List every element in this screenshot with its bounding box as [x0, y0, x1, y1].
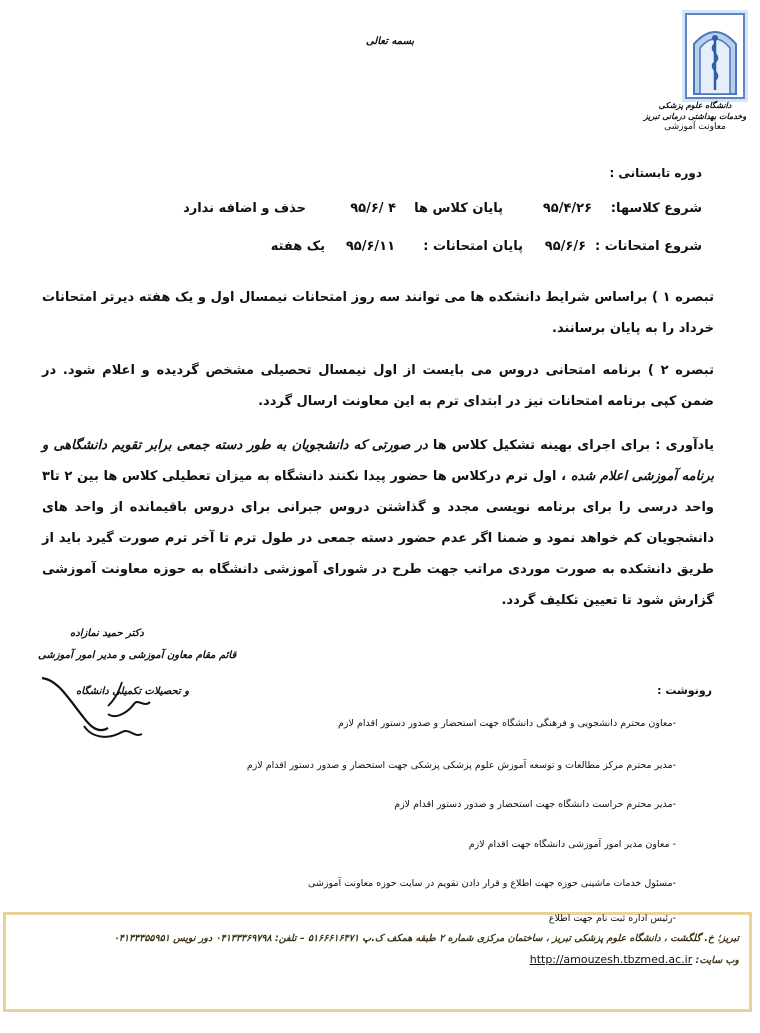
cc-item: -رئیس اداره ثبت نام جهت اطلاع — [548, 913, 676, 924]
break-duration: یک هفته — [270, 239, 325, 254]
footer-website-link[interactable]: http://amouzesh.tbzmed.ac.ir — [529, 953, 693, 966]
class-start-date: ۹۵/۴/۲۶ — [542, 201, 592, 216]
reminder-paragraph — [42, 430, 714, 616]
logo-line-1: دانشگاه علوم پزشکی — [658, 101, 732, 110]
university-logo — [682, 10, 748, 102]
footer-address: تبریز؛ خ. گلگشت ، دانشگاه علوم پزشکی تبریز ، ساختمان مرکزی شماره ۲ طبقه همکف ک.پ ۵۱۶۶۶۱۶۴۷۱ – تلفن: ۰۴۱۳۳۳۶۹۷۹۸ دور نویس ۰۴۱۳۳۳۵۵۹۵۱ — [113, 933, 739, 944]
exam-start-date: ۹۵/۶/۶ — [544, 239, 586, 254]
signatory-name: دکتر حمید نمازاده — [70, 628, 144, 639]
cc-item: -مدیر محترم حراست دانشگاه جهت استحضار و صدور دستور اقدام لازم — [394, 799, 676, 810]
logo-line-2: وخدمات بهداشتی درمانی تبریز — [643, 112, 747, 121]
exam-end-label: پایان امتحانات : — [423, 239, 523, 254]
class-start-label: شروع کلاسها: — [610, 201, 702, 216]
signatory-title-1: قائم مقام معاون آموزشی و مدیر امور آموزشی — [38, 650, 237, 661]
bismillah-heading: بسمه تعالی — [365, 36, 415, 47]
note-1: تبصره ۱ ) براساس شرایط دانشکده ها می توانند سه روز امتحانات نیمسال اول و یک هفته دیرتر امتحانات خرداد را به پایان برسانند. — [42, 290, 714, 336]
cc-item: -معاون محترم دانشجویی و فرهنگی دانشگاه جهت استحضار و صدور دستور اقدام لازم — [338, 718, 676, 729]
footer-website-label: وب سایت: — [695, 955, 739, 966]
cc-item: - معاون مدیر امور آموزشی دانشگاه جهت اقدام لازم — [468, 839, 676, 850]
exam-end-date: ۹۵/۶/۱۱ — [345, 239, 395, 254]
cc-heading: رونوشت : — [657, 684, 712, 697]
footer-box — [3, 912, 752, 1012]
signatory-title-2: و تحصیلات تکمیلی دانشگاه — [76, 686, 190, 697]
summer-term-heading: دوره تابستانی : — [609, 166, 702, 180]
logo-line-3: معاونت آموزشی — [664, 122, 726, 132]
class-end-date: ۴ /۹۵/۶ — [350, 201, 396, 216]
reminder-emphasis: در صورتی که دانشجویان به طور دسته جمعی برابر تقویم دانشگاهی و برنامه آموزشی اعلام شده — [42, 438, 714, 484]
logo-caption — [640, 100, 750, 133]
reminder-lead: یادآوری : برای اجرای بهینه تشکیل کلاس ها — [432, 438, 714, 453]
cc-item: -مسئول خدمات ماشینی حوزه جهت اطلاع و قرار دادن تقویم در سایت حوزه معاونت آموزشی — [307, 878, 676, 889]
cc-item: -مدیر محترم مرکز مطالعات و توسعه آموزش علوم پزشکی پزشکی جهت استحضار و صدور دستور اقدام لازم — [246, 760, 676, 771]
reminder-rest: ، اول ترم درکلاس ها حضور پیدا نکنند دانشگاه به میزان تعطیلی کلاس ها بین ۲ تا۳ واحد درسی را برای برنامه نویسی مجدد و گذاشتن دروس جبرانی برای دروس باقیمانده از واحد های دانشجویان کم خواهد نمود و ضمنا اگر عدم حضور دسته جمعی در طول ترم تا آخر ترم صورت گیرد باید از طریق دانشکده به صورت موردی مراتب جهت طرح در شورای آموزشی دانشگاه به حوزه معاونت آموزشی گزارش شود تا تعیین تکلیف گردد. — [42, 469, 714, 608]
handwritten-signature — [38, 668, 158, 748]
footer-website-row — [530, 953, 739, 966]
add-drop-note: حذف و اضافه ندارد — [183, 201, 306, 216]
class-end-label: پایان کلاس ها — [414, 201, 503, 216]
exam-start-label: شروع امتحانات : — [595, 239, 702, 254]
note-2: تبصره ۲ ) برنامه امتحانی دروس می بایست از اول نیمسال تحصیلی مشخص گردیده و اعلام شود. در ضمن کپی برنامه امتحانات نیز در ابتدای ترم به این معاونت ارسال گردد. — [42, 363, 714, 409]
